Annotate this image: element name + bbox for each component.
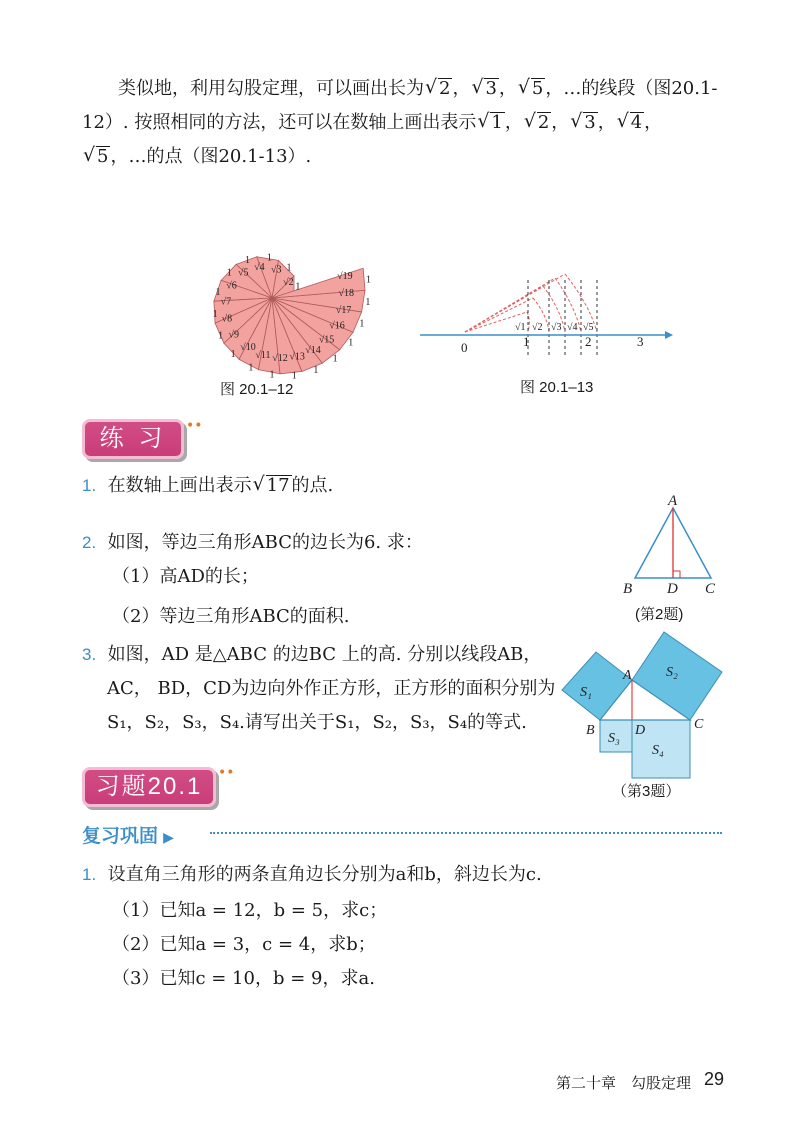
spiral-leg-label: 1 <box>286 262 292 274</box>
exercise-dots-icon: •• <box>218 765 235 781</box>
figure-number-line <box>415 270 680 360</box>
spiral-leg-label: 1 <box>348 337 354 349</box>
footer-chapter: 第二十章 勾股定理 <box>556 1074 692 1092</box>
spiral-root-label: √10 <box>240 341 256 353</box>
q3-caption: （第3题） <box>612 783 681 800</box>
spiral-root-label: √19 <box>337 270 353 282</box>
practice-q1: 1. 在数轴上画出表示√ 17 的点. <box>82 469 333 503</box>
spiral-root-label: √7 <box>220 296 232 308</box>
spiral-leg-label: 1 <box>244 255 250 267</box>
spiral-leg-label: 1 <box>295 281 301 293</box>
spiral-root-label: √6 <box>226 280 237 292</box>
sqrt-3: √ 3 <box>484 78 498 99</box>
figure-equilateral-triangle <box>615 492 725 602</box>
svg-text:√3: √3 <box>551 322 562 333</box>
spiral-leg-label: 1 <box>215 286 221 298</box>
tick-0: 0 <box>461 340 468 355</box>
spiral-root-label: √8 <box>221 313 233 325</box>
intro-line-1: 类似地，利用勾股定理，可以画出长为√ 2 ，√ 3 ，√ 5 ，…的线段（图20.1- <box>118 72 728 106</box>
svg-text:D: D <box>635 723 646 738</box>
svg-text:S₃: S₃ <box>608 731 620 746</box>
spiral-leg-label: 1 <box>365 296 371 308</box>
play-arrow-icon: ▶ <box>163 830 174 846</box>
svg-text:C: C <box>694 717 704 732</box>
intro-line-2: 12）. 按照相同的方法，还可以在数轴上画出表示√ 1 ，√ 2 ，√ 3 ，√ 4 ， <box>82 106 732 140</box>
tick-1: 1 <box>523 334 530 349</box>
section-title: 复习巩固 <box>82 825 159 847</box>
page-number: 29 <box>704 1069 725 1089</box>
spiral-root-label: √5 <box>238 267 249 279</box>
spiral-root-label: √3 <box>271 264 282 276</box>
practice-banner: 练 习 <box>82 419 184 459</box>
spiral-root-label: √14 <box>305 344 321 356</box>
spiral-root-label: √13 <box>289 351 305 363</box>
spiral-leg-label: 1 <box>212 308 218 320</box>
spiral-leg-label: 1 <box>230 349 236 361</box>
spiral-leg-label: 1 <box>248 362 254 374</box>
practice-q2-part2: （2）等边三角形ABC的面积. <box>112 606 350 627</box>
spiral-root-label: √15 <box>318 334 335 346</box>
svg-text:S₄: S₄ <box>652 743 664 758</box>
figure-squares-on-triangle <box>560 630 730 785</box>
practice-q3-line2: AC， BD，CD为边向外作正方形，正方形的面积分别为 <box>107 678 556 699</box>
spiral-root-label: √12 <box>272 353 288 365</box>
practice-q2-part1: （1）高AD的长； <box>112 566 259 587</box>
spiral-root-label: √9 <box>228 329 240 341</box>
tick-2: 2 <box>585 334 592 349</box>
svg-text:S₁: S₁ <box>580 685 592 700</box>
spiral-leg-label: 1 <box>269 369 275 381</box>
section-review <box>82 821 722 847</box>
spiral-root-label: √4 <box>254 261 265 273</box>
svg-text:S₂: S₂ <box>666 665 678 680</box>
svg-text:√4: √4 <box>567 322 578 333</box>
section-divider <box>210 832 722 834</box>
svg-text:A: A <box>623 668 632 683</box>
practice-q3-line3: S₁，S₂，S₃，S₄.请写出关于S₁，S₂，S₃，S₄的等式. <box>107 712 527 733</box>
exercise-q1: 1. 设直角三角形的两条直角边长分别为a和b，斜边长为c. <box>82 864 542 885</box>
spiral-leg-label: 1 <box>291 370 297 382</box>
svg-text:B: B <box>586 723 595 738</box>
figure-12-caption: 图 20.1–12 <box>220 381 294 398</box>
practice-q2: 2. 如图，等边三角形ABC的边长为6. 求： <box>82 532 423 553</box>
tick-3: 3 <box>637 334 644 349</box>
spiral-leg-label: 1 <box>365 274 371 286</box>
root-labels <box>515 322 594 333</box>
svg-text:B: B <box>623 581 633 597</box>
svg-text:√5: √5 <box>583 322 594 333</box>
spiral-leg-label: 1 <box>218 330 224 342</box>
axis-arrow-icon <box>665 331 673 339</box>
figure-sqrt-spiral <box>120 180 380 382</box>
exercise-q1-part3: （3）已知c = 10，b = 9，求a. <box>112 968 375 989</box>
sqrt-5: √ 5 <box>531 78 545 99</box>
spiral-leg-label: 1 <box>359 318 365 330</box>
right-angle-mark <box>673 571 680 578</box>
spiral-leg-label: 1 <box>332 353 338 365</box>
spiral-root-label: √17 <box>335 304 352 316</box>
svg-text:√2: √2 <box>532 322 543 333</box>
svg-text:A: A <box>668 493 678 509</box>
practice-q3-line1: 3. 如图，AD 是△ABC 的边BC 上的高. 分别以线段AB， <box>82 644 542 665</box>
svg-text:√1: √1 <box>515 322 526 333</box>
spiral-root-label: √2 <box>283 276 294 288</box>
exercise-q1-part2: （2）已知a = 3，c = 4，求b； <box>112 934 376 955</box>
spiral-leg-label: 1 <box>266 252 272 264</box>
svg-text:D: D <box>667 581 678 597</box>
intro-line-3: √ 5 ，…的点（图20.1-13）. <box>82 140 682 174</box>
exercise-banner: 习题20.1 <box>82 767 216 807</box>
svg-text:C: C <box>705 581 716 597</box>
axis-ticks <box>461 334 644 355</box>
spiral-root-label: √16 <box>329 320 345 332</box>
banner-dots-icon: •• <box>186 418 203 434</box>
exercise-q1-part1: （1）已知a = 12，b = 5，求c； <box>112 900 388 921</box>
sqrt-2: √ 2 <box>438 78 452 99</box>
spiral-root-label: √11 <box>255 349 271 361</box>
q2-caption: (第2题) <box>635 606 684 623</box>
spiral-leg-label: 1 <box>313 364 319 376</box>
spiral-root-label: √18 <box>338 287 355 299</box>
figure-13-caption: 图 20.1–13 <box>520 379 594 396</box>
spiral-leg-label: 1 <box>226 267 232 279</box>
